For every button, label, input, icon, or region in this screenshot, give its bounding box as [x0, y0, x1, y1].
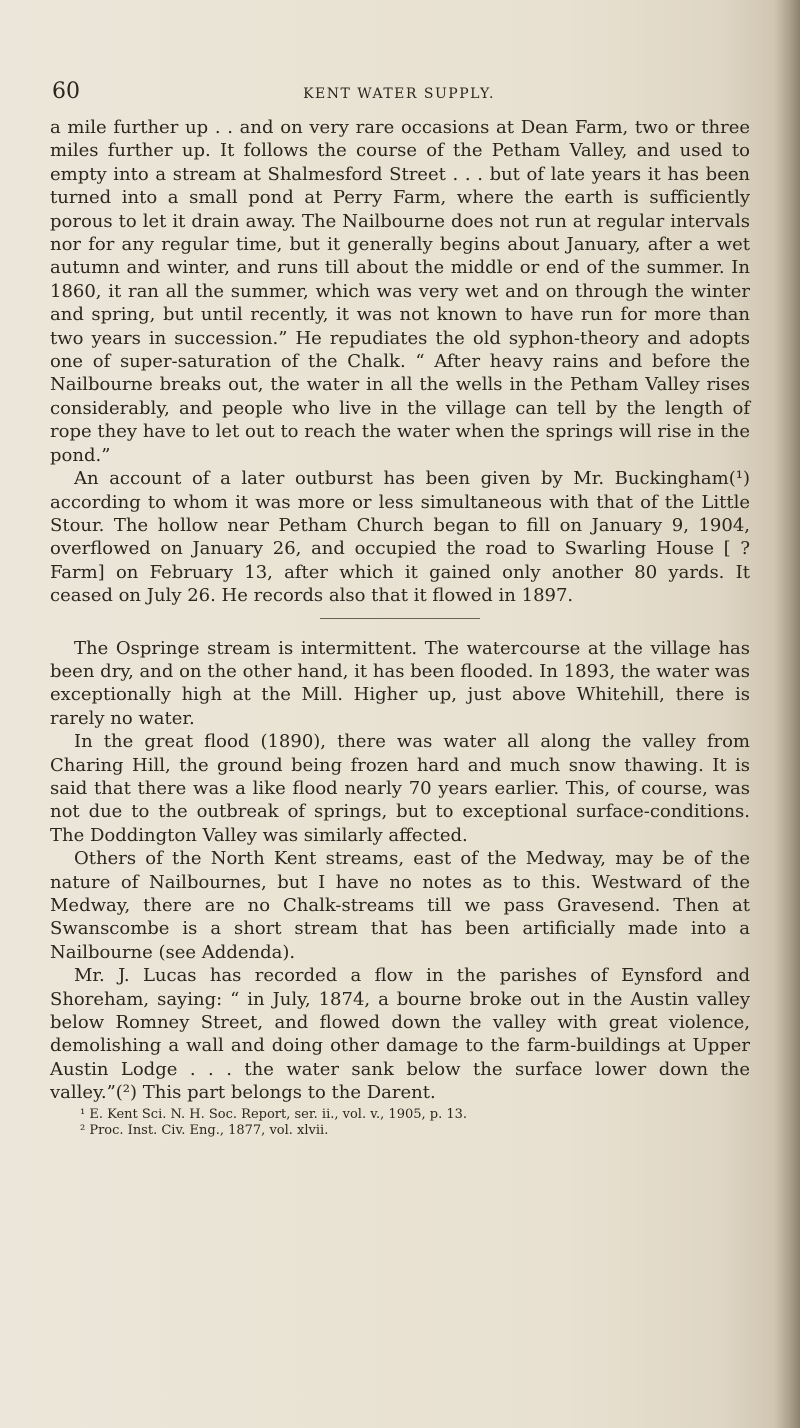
paragraph: Mr. J. Lucas has recorded a flow in the parishes of Eynsford and Shoreham, saying: “ in July, 1874, a bourne broke out in the Austin valley below Romney Street, and flowed down the valley with great violence, demolishing a wall and doing other damage to the farm-buildings at Upper Austin Lodge . . . the water sank below the surface lower down the valley.”(²) This part belongs to the Darent.: [50, 965, 750, 1104]
paragraph: An account of a later outburst has been given by Mr. Buckingham(¹) according to whom it was more or less simultaneous with that of the Little Stour. The hollow near Petham Church began to fill on January 9, 1904, overflowed on January 26, and occupied the road to Swarling House [ ? Farm] on February 13, after which it gained only another 80 yards. It ceased on July 26. He records also that it flowed in 1897.: [50, 468, 750, 607]
page-header: [52, 78, 746, 106]
page-number: 60: [52, 79, 80, 104]
page-edge-shadow: [774, 0, 800, 1428]
footnote: ¹ E. Kent Sci. N. H. Soc. Report, ser. ii., vol. v., 1905, p. 13.: [80, 1106, 468, 1122]
footnotes: [50, 1107, 750, 1139]
paragraph: a mile further up . . and on very rare occasions at Dean Farm, two or three miles further up. It follows the course of the Petham Valley, and used to empty into a stream at Shalmesford Street . . . but of late years it has been turned into a small pond at Perry Farm, where the earth is sufficiently porous to let it drain away. The Nailbourne does not run at regular intervals nor for any regular time, but it generally begins about January, after a wet autumn and winter, and runs till about the middle or end of the summer. In 1860, it ran all the summer, which was very wet and on through the winter and spring, but until recently, it was not known to have run for more than two years in succession.” He repudiates the old syphon-theory and adopts one of super-saturation of the Chalk. “ After heavy rains and before the Nailbourne breaks out, the water in all the wells in the Petham Valley rises considerably, and people who live in the village can tell by the length of rope they have to let out to reach the water when the springs will rise in the pond.”: [50, 117, 750, 466]
paragraph: Others of the North Kent streams, east of the Medway, may be of the nature of Nailbournes, but I have no notes as to this. Westward of the Medway, there are no Chalk-streams till we pass Gravesend. Then at Swanscombe is a short stream that has been artificially made into a Nailbourne (see Addenda).: [50, 848, 750, 963]
section-rule: [320, 618, 480, 619]
running-head: KENT WATER SUPPLY.: [303, 86, 495, 102]
paragraph: In the great flood (1890), there was water all along the valley from Charing Hill, the ground being frozen hard and much snow thawing. It is said that there was a like flood nearly 70 years earlier. This, of course, was not due to the outbreak of springs, but to exceptional surface-conditions. The Doddington Valley was similarly affected.: [50, 731, 750, 846]
footnote: ² Proc. Inst. Civ. Eng., 1877, vol. xlvii.: [80, 1122, 329, 1138]
body-text: [50, 116, 750, 1139]
paragraph: The Ospringe stream is intermittent. The watercourse at the village has been dry, and on the other hand, it has been flooded. In 1893, the water was exceptionally high at the Mill. Higher up, just above Whitehill, there is rarely no water.: [50, 637, 750, 729]
